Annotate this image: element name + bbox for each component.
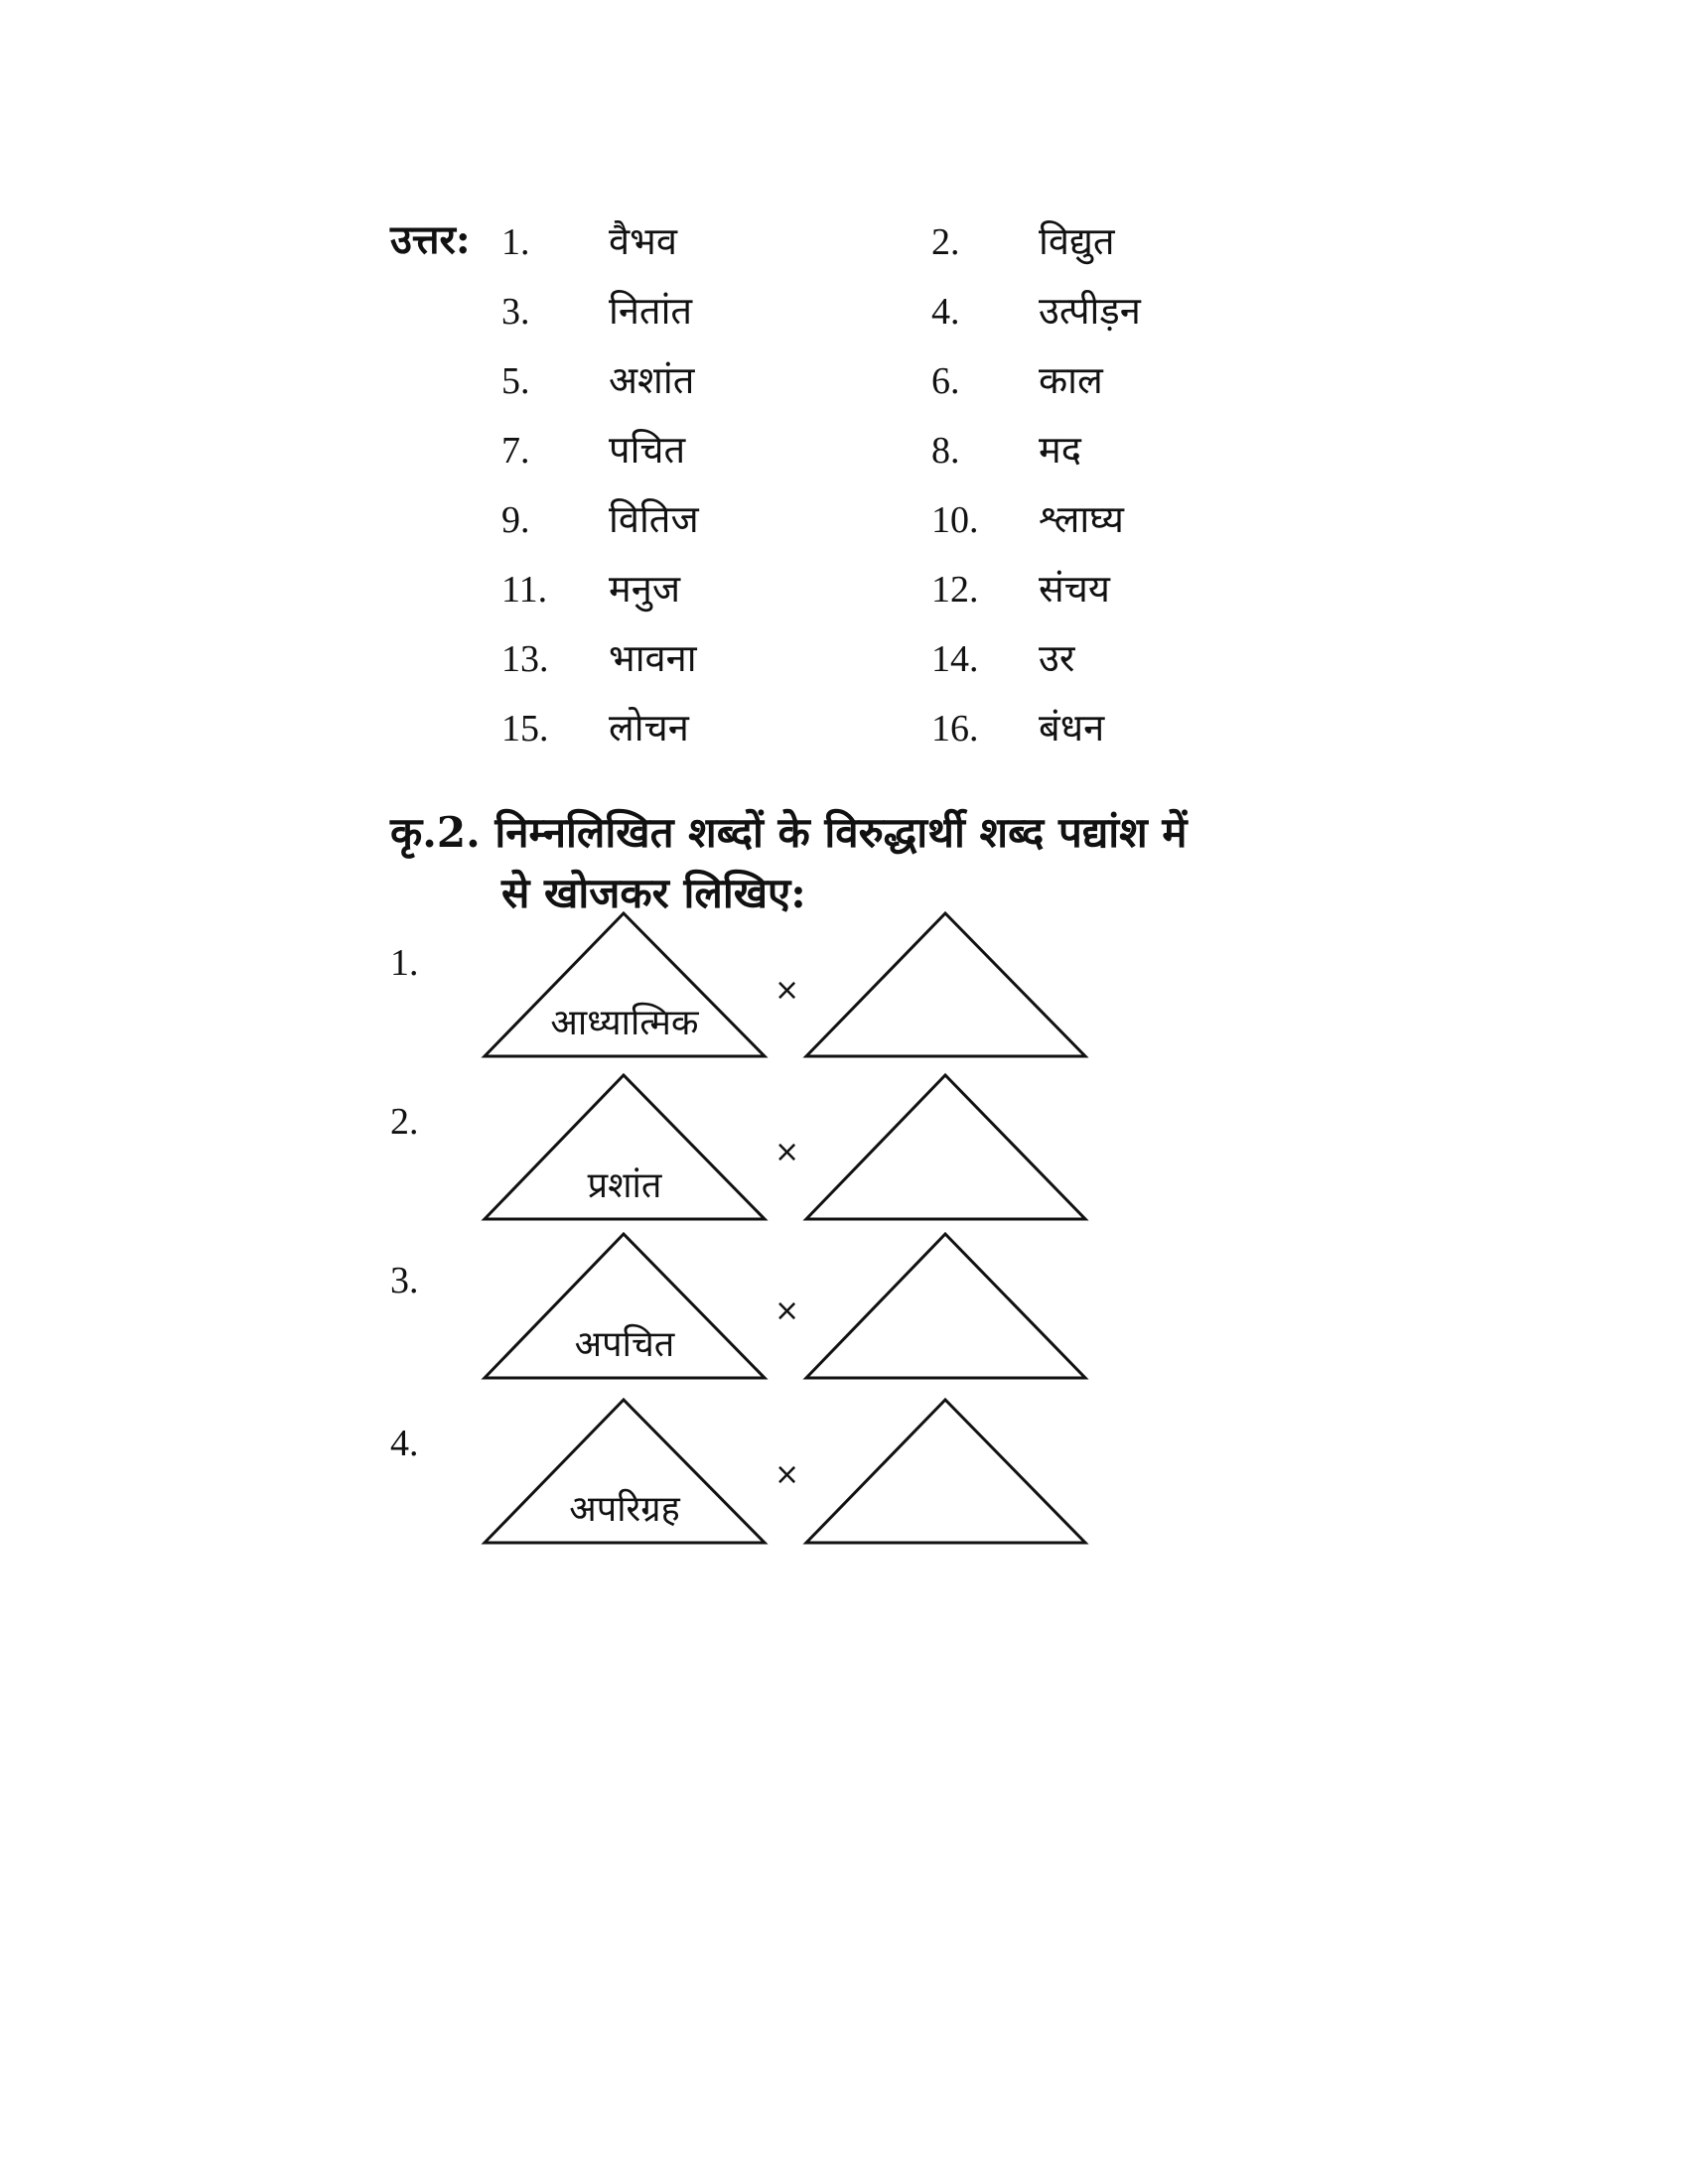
answer-word: भावना [609,636,697,680]
answer-number: 9. [501,499,530,541]
answer-word: मद [1039,428,1081,472]
answer-label: उत्तर: [390,216,471,263]
answer-word: वितिज [609,497,699,541]
answer-triangle [806,1234,1085,1378]
answer-triangle [806,1075,1085,1219]
row-number: 4. [390,1423,419,1464]
answer-number: 6. [931,360,960,402]
row-number: 3. [390,1260,419,1301]
answer-number: 16. [931,708,979,750]
question-text-line1: निम्नलिखित शब्दों के विरुद्धार्थी शब्द पद्यांश में [494,808,1188,857]
given-word: अपचित [574,1324,675,1365]
answer-word: काल [1039,358,1103,402]
answer-word: लोचन [609,706,689,750]
answer-word: संचय [1039,567,1110,611]
answer-number: 15. [501,708,549,750]
opposite-symbol: × [774,1135,800,1169]
opposite-symbol: × [774,973,800,1008]
answer-number: 10. [931,499,979,541]
answer-number: 8. [931,430,960,472]
answer-word: उर [1039,636,1075,680]
answer-triangle [806,1400,1085,1543]
answer-word: मनुज [609,567,681,611]
answer-word: पचित [609,428,686,472]
answer-number: 2. [931,221,960,263]
answer-word: उत्पीड़न [1039,289,1141,333]
answer-number: 11. [501,569,548,611]
answer-word: वैभव [609,219,677,263]
given-word: प्रशांत [587,1165,662,1206]
row-number: 2. [390,1101,419,1143]
answer-number: 7. [501,430,530,472]
row-number: 1. [390,942,419,984]
answer-number: 3. [501,291,530,333]
answer-word: बंधन [1039,706,1105,750]
given-word: आध्यात्मिक [550,1003,699,1043]
answer-number: 5. [501,360,530,402]
answer-number: 4. [931,291,960,333]
question-text-line2: से खोजकर लिखिए: [501,869,806,917]
answer-number: 14. [931,638,979,680]
answer-triangle [806,913,1085,1056]
opposite-symbol: × [774,1457,800,1492]
answer-number: 13. [501,638,549,680]
answer-word: श्लाघ्य [1039,497,1124,541]
question-number: कृ.2. [390,808,481,857]
question-heading [390,799,1343,867]
answer-word: नितांत [609,289,693,333]
given-word: अपरिग्रह [569,1489,680,1530]
answer-number: 12. [931,569,979,611]
answer-number: 1. [501,221,530,263]
answer-word: अशांत [609,358,695,402]
opposite-symbol: × [774,1294,800,1328]
answer-word: विद्युत [1039,219,1115,263]
